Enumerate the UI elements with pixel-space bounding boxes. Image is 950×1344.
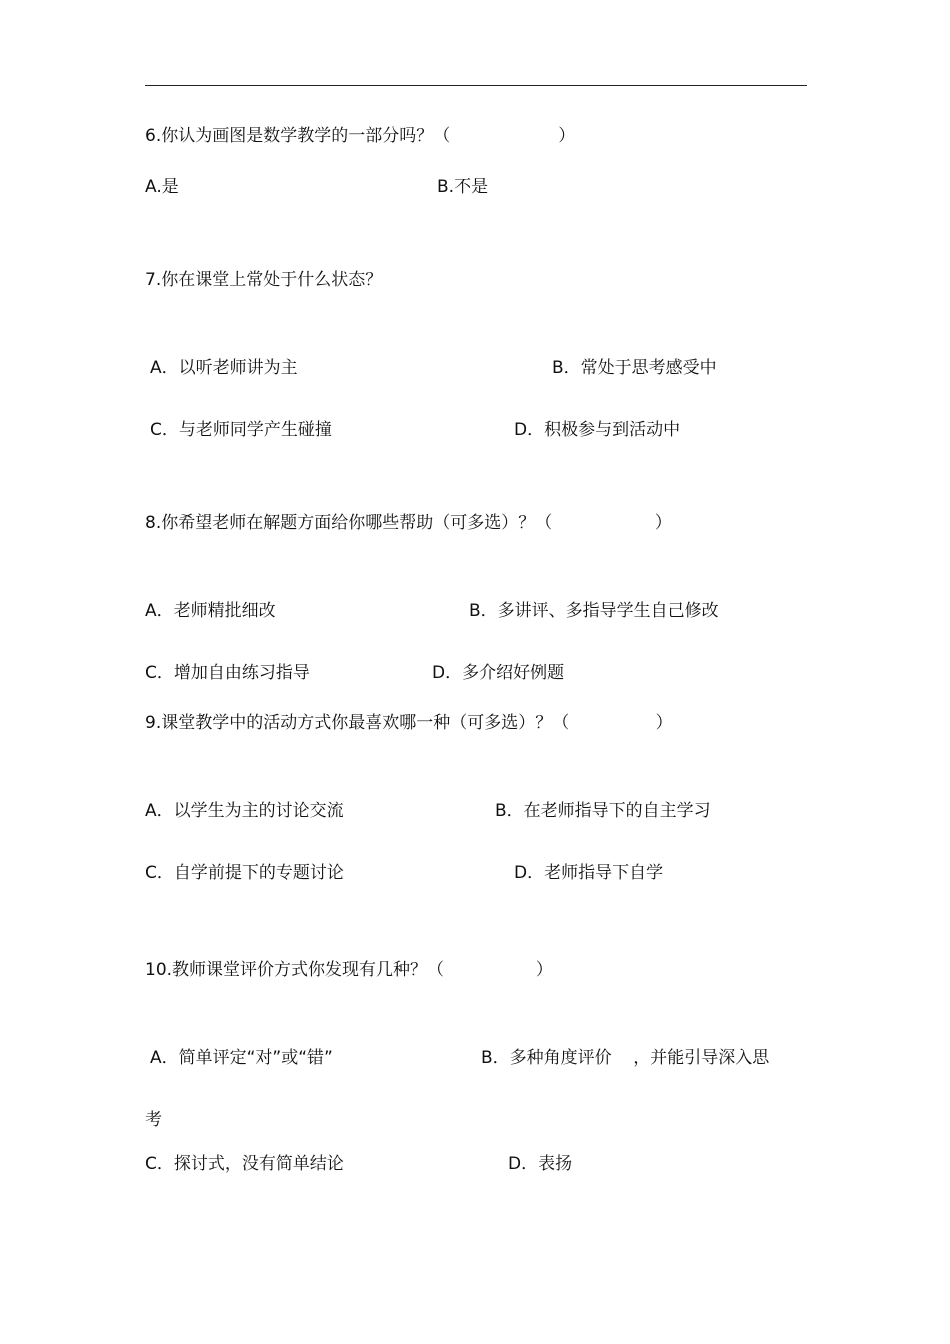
q9-option-b: B．在老师指导下的自主学习 — [495, 801, 711, 821]
question-6: 6.你认为画图是数学教学的一部分吗？（ ） — [145, 126, 576, 146]
q10-option-c: C．探讨式，没有简单结论 — [145, 1154, 344, 1174]
q8-option-a: A．老师精批细改 — [145, 601, 276, 621]
q10-option-d: D．表扬 — [508, 1154, 573, 1174]
q6-option-b: B.不是 — [437, 177, 489, 197]
question-7: 7.你在课堂上常处于什么状态？ — [145, 270, 383, 290]
q7-option-d: D．积极参与到活动中 — [514, 420, 681, 440]
question-8: 8.你希望老师在解题方面给你哪些帮助（可多选）？（ ） — [145, 513, 672, 533]
q8-option-c: C．增加自由练习指导 — [145, 663, 310, 683]
q7-option-a: A．以听老师讲为主 — [150, 358, 298, 378]
question-9: 9.课堂教学中的活动方式你最喜欢哪一种（可多选）？（ ） — [145, 713, 673, 733]
q9-option-d: D．老师指导下自学 — [514, 863, 664, 883]
q7-option-b: B．常处于思考感受中 — [552, 358, 717, 378]
q9-option-a: A．以学生为主的讨论交流 — [145, 801, 344, 821]
q9-option-c: C．自学前提下的专题讨论 — [145, 863, 344, 883]
q8-option-d: D．多介绍好例题 — [432, 663, 565, 683]
header-rule — [145, 85, 807, 86]
q10-option-b: B．多种角度评价 ，并能引导深入思 — [481, 1048, 770, 1068]
q10-option-b-continued: 考 — [145, 1110, 162, 1130]
q10-option-a: A．简单评定“对”或“错” — [150, 1048, 333, 1068]
q8-option-b: B．多讲评、多指导学生自己修改 — [469, 601, 719, 621]
q7-option-c: C．与老师同学产生碰撞 — [150, 420, 332, 440]
q6-option-a: A.是 — [145, 177, 179, 197]
question-10: 10.教师课堂评价方式你发现有几种？（ ） — [145, 960, 553, 980]
